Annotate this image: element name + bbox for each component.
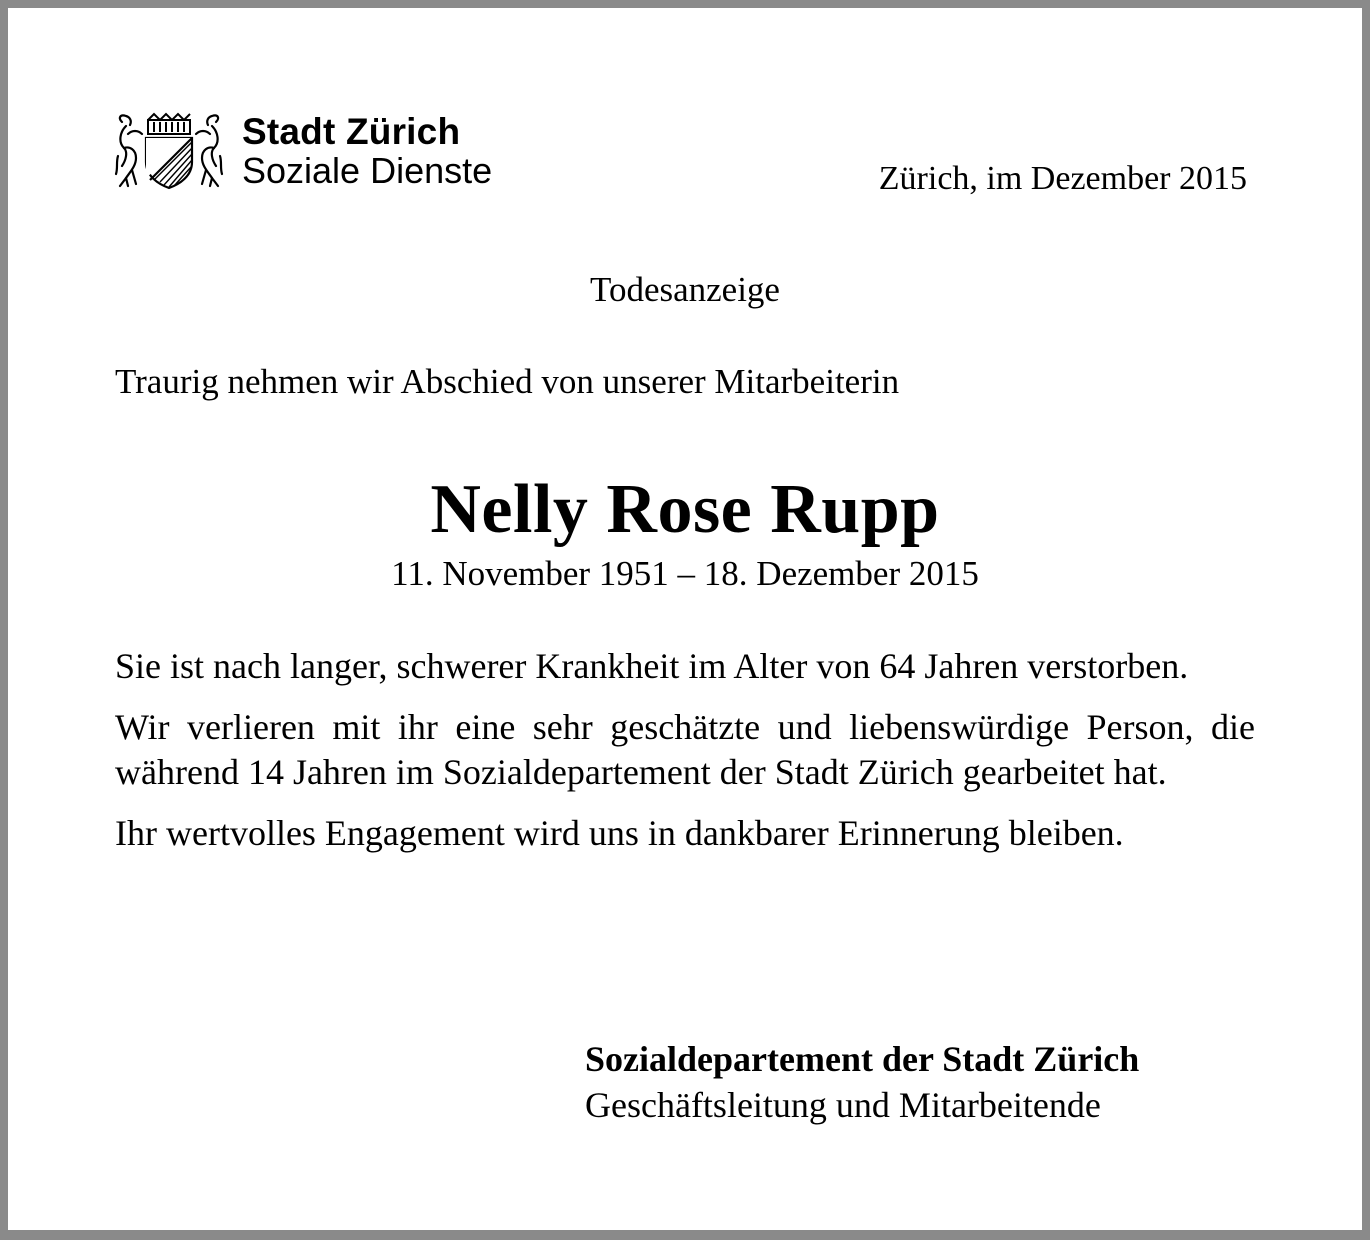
signature-team: Geschäftsleitung und Mitarbeitende — [585, 1085, 1101, 1125]
stadt-zuerich-logo — [114, 112, 492, 191]
signature-block — [585, 1036, 1139, 1128]
logo-wordmark — [242, 112, 492, 191]
paragraph-tribute: Wir verlieren mit ihr eine sehr geschätzte und liebenswürdige Person, die während 14 Jahren im Sozialdepartement der Stadt Zürich gearbeitet hat. — [115, 707, 1255, 792]
intro-text: Traurig nehmen wir Abschied von unserer Mitarbeiterin — [115, 362, 900, 401]
logo-subtitle: Soziale Dienste — [242, 149, 493, 191]
paragraph-remembrance: Ihr wertvolles Engagement wird uns in dankbarer Erinnerung bleiben. — [115, 813, 1124, 853]
life-dates: 11. November 1951 – 18. Dezember 2015 — [391, 554, 979, 593]
deceased-name: Nelly Rose Rupp — [430, 471, 940, 548]
death-notice-page — [8, 8, 1362, 1230]
coat-of-arms-icon — [114, 112, 224, 190]
notice-date: Zürich, im Dezember 2015 — [878, 160, 1247, 197]
notice-heading: Todesanzeige — [590, 270, 780, 309]
notice-body — [115, 644, 1255, 872]
paragraph-illness: Sie ist nach langer, schwerer Krankheit im Alter von 64 Jahren verstorben. — [115, 646, 1189, 686]
signature-organization: Sozialdepartement der Stadt Zürich — [585, 1039, 1140, 1079]
logo-title: Stadt Zürich — [242, 111, 461, 152]
